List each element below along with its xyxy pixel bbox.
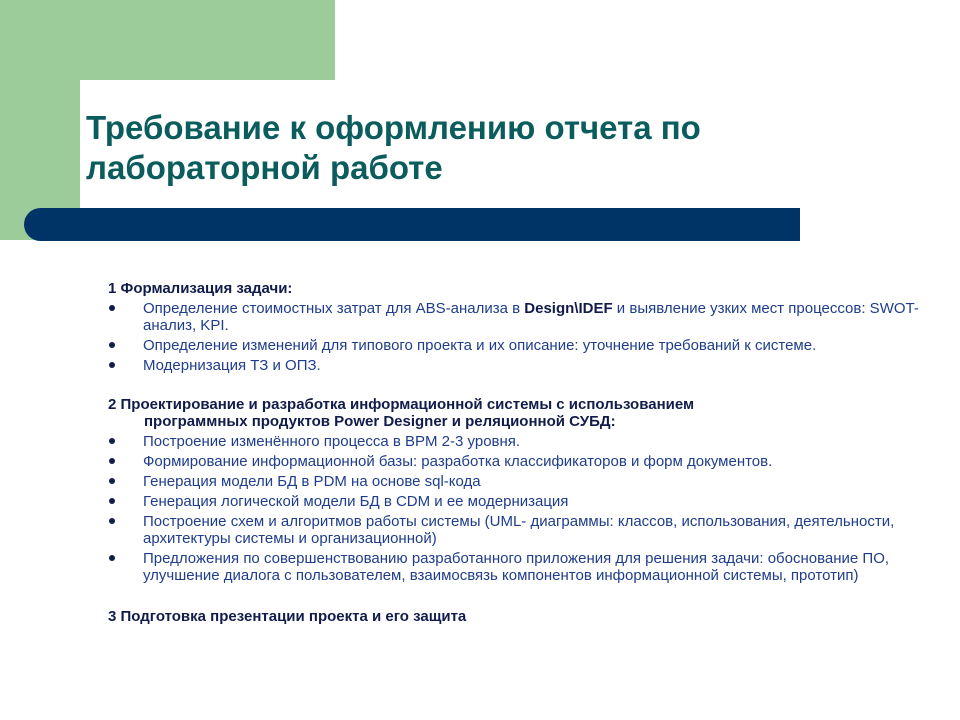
list-item: Построение изменённого процесса в BPM 2-3 уровня. xyxy=(108,433,938,450)
list-item: Генерация модели БД в PDM на основе sql-кода xyxy=(108,473,938,490)
heading-line: 2 Проектирование и разработка информационной системы с использованием xyxy=(108,396,695,413)
bullet-list xyxy=(108,300,938,374)
section-heading xyxy=(108,396,938,430)
list-item: Модернизация ТЗ и ОПЗ. xyxy=(108,357,938,374)
text: и выявление узких мест процессов: SWOT-анализ, KPI. xyxy=(143,300,919,334)
list-item: Формирование информационной базы: разработка классификаторов и форм документов. xyxy=(108,453,938,470)
section-heading: 1 Формализация задачи: xyxy=(108,280,293,297)
decor-green-top xyxy=(0,0,335,80)
list-item: Определение изменений для типового проекта и их описание: уточнение требований к системе. xyxy=(108,337,938,354)
text: Определение стоимостных затрат для ABS-анализа в xyxy=(143,300,525,317)
list-item: Генерация логической модели БД в CDM и ее модернизация xyxy=(108,493,938,510)
heading-line: программных продуктов Power Designer и реляционной СУБД: xyxy=(144,413,616,430)
list-item: Построение схем и алгоритмов работы системы (UML- диаграммы: классов, использования, деятельности, архитектуры системы и организационной) xyxy=(108,513,938,547)
list-item xyxy=(108,300,938,334)
title-underline-bar xyxy=(24,208,800,241)
section-heading: 3 Подготовка презентации проекта и его защита xyxy=(108,608,467,625)
bullet-list xyxy=(108,433,938,584)
slide-title: Требование к оформлению отчета по лабораторной работе xyxy=(86,109,701,186)
slide-content xyxy=(108,280,938,625)
list-item: Предложения по совершенствованию разработанного приложения для решения задачи: обоснование ПО, улучшение диалога с пользователем, взаимосвязь компонентов информационной системы, прототип) xyxy=(108,550,938,584)
bold-text: Design\IDEF xyxy=(524,300,613,317)
